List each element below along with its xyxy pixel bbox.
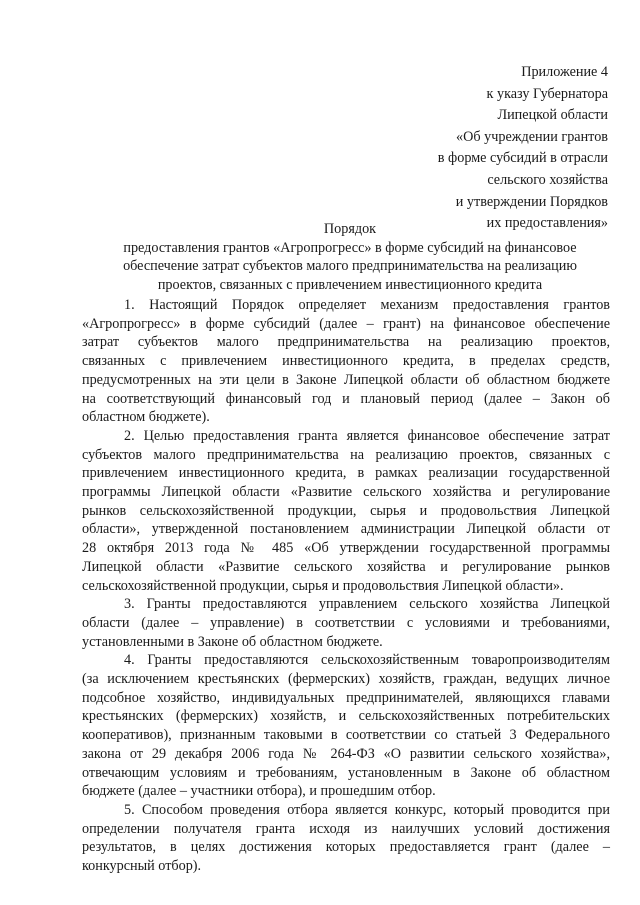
paragraph-line: установленными в Законе об областном бюджете. [82,633,383,650]
document-subtitle-line: предоставления грантов «Агропрогресс» в форме субсидий на финансовое [123,239,577,256]
paragraph-line: кооперативов), признанным таковыми в соответствии со статьей 3 Федерального [82,727,610,744]
appendix-header [438,62,608,235]
paragraph-line: сельскохозяйственной продукции, сырья и продовольствия Липецкой области». [82,577,564,594]
paragraph-3 [82,595,610,651]
paragraph-line: конкурсный отбор). [82,858,202,875]
paragraph-line: 2. Целью предоставления гранта является финансовое обеспечение затрат [124,427,610,444]
paragraph-line: Липецкой области «Развитие сельского хозяйства и регулирование рынков [82,558,610,575]
paragraph-line: затрат субъектов малого предпринимательства на реализацию проектов, [82,334,610,351]
appendix-line: «Об учреждении грантов [456,128,608,145]
paragraph-line: программы Липецкой области «Развитие сельского хозяйства и регулирование [82,484,610,501]
appendix-line: к указу Губернатора [486,85,608,102]
paragraph-line: (за исключением крестьянских (фермерских) хозяйств, граждан, ведущих личное [82,671,610,688]
paragraph-line: области (далее – управление) в соответствии с условиями и требованиями, [82,614,610,631]
paragraph-line: определении получателя гранта исходя из наилучших условий достижения [82,820,610,837]
document-heading [82,220,618,294]
appendix-line: Липецкой области [497,107,608,124]
paragraph-line: субъектов малого предпринимательства на реализацию проектов, связанных с [82,446,610,463]
document-title: Порядок [323,221,377,237]
appendix-line: их предоставления» [486,215,608,232]
paragraph-line: связанных с привлечением инвестиционного кредита, в пределах средств, [82,353,610,370]
paragraph-1 [82,296,610,427]
paragraph-line: «Агропрогресс» в форме субсидий (далее – грант) на финансовое обеспечение [82,315,610,332]
paragraph-4 [82,651,610,801]
paragraph-line: отвечающим условиям и требованиям, установленным в Законе об областном [82,764,610,781]
paragraph-2 [82,427,610,595]
document-body [82,296,610,876]
paragraph-line: 1. Настоящий Порядок определяет механизм предоставления грантов [124,297,610,313]
paragraph-line: 5. Способом проведения отбора является конкурс, который проводится при [124,801,610,818]
paragraph-line: крестьянских (фермерских) хозяйств, и сельскохозяйственных потребительских [82,708,610,725]
paragraph-line: закона от 29 декабря 2006 года № 264-ФЗ «О развитии сельского хозяйства», [82,745,610,762]
paragraph-line: рынков сельскохозяйственной продукции, сырья и продовольствия Липецкой [82,502,610,519]
paragraph-line: 4. Гранты предоставляются сельскохозяйственным товаропроизводителям [124,652,610,669]
appendix-line: сельского хозяйства [487,171,608,188]
document-subtitle-line: проектов, связанных с привлечением инвестиционного кредита [157,276,543,293]
paragraph-line: результатов, в целях достижения которых предоставляется грант (далее – [82,839,610,856]
paragraph-line: подсобное хозяйство, индивидуальных предпринимателей, являющихся главами [82,689,610,706]
paragraph-line: привлечением инвестиционного кредита, в рамках реализации государственной [82,465,610,482]
appendix-line: и утверждении Порядков [455,193,608,210]
document-subtitle-line: обеспечение затрат субъектов малого предпринимательства на реализацию [123,258,577,275]
paragraph-line: на соответствующий финансовый год и плановый период (далее – Закон об [82,390,610,407]
paragraph-line: бюджете (далее – участники отбора), и прошедшим отбор. [82,783,436,800]
paragraph-5 [82,801,610,876]
paragraph-line: области», утвержденной постановлением администрации Липецкой области от [82,521,610,538]
paragraph-line: 3. Гранты предоставляются управлением сельского хозяйства Липецкой [124,596,610,613]
paragraph-line: областном бюджете). [82,409,210,426]
paragraph-line: 28 октября 2013 года № 485 «Об утверждении государственной программы [82,540,610,557]
appendix-line: в форме субсидий в отрасли [437,150,608,167]
paragraph-line: предусмотренных на эти цели в Законе Липецкой области об областном бюджете [82,371,610,388]
appendix-line: Приложение 4 [521,64,608,80]
